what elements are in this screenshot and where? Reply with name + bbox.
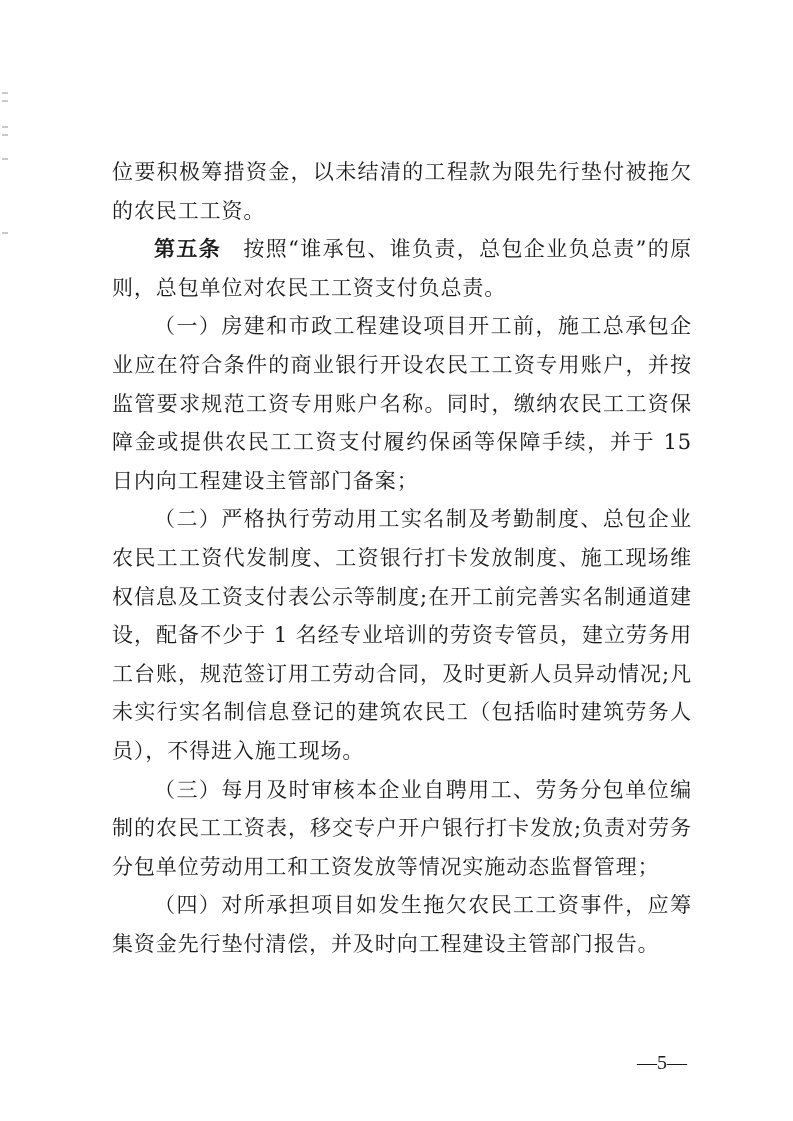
paragraph-item-4 xyxy=(112,886,692,963)
paragraph-text: （三）每月及时审核本企业自聘用工、劳务分包单位编制的农民工工资表，移交专户开户银行打卡发放;负责对劳务分包单位劳动用工和工资发放等情况实施动态监督管理； xyxy=(112,777,692,879)
paragraph-text: 位要积极筹措资金，以未结清的工程款为限先行垫付被拖欠的农民工工资。 xyxy=(112,160,692,223)
scan-artifact xyxy=(2,232,8,234)
page-number: —5— xyxy=(637,1052,687,1074)
scan-artifact xyxy=(2,158,8,160)
paragraph-text: （四）对所承担项目如发生拖欠农民工工资事件，应筹集资金先行垫付清偿，并及时向工程建设主管部门报告。 xyxy=(112,893,692,956)
paragraph-item-1 xyxy=(112,307,692,500)
scan-artifact xyxy=(2,100,8,102)
paragraph-item-2 xyxy=(112,500,692,770)
document-body xyxy=(112,153,692,963)
paragraph-text: （一）房建和市政工程建设项目开工前，施工总承包企业应在符合条件的商业银行开设农民工工资专用账户，并按监管要求规范工资专用账户名称。同时，缴纳农民工工资保障金或提供农民工工资支付履约保函等保障手续，并于 15 日内向工程建设主管部门备案； xyxy=(112,314,692,493)
article-heading: 第五条 xyxy=(154,236,222,262)
paragraph-text: 按照“谁承包、谁负责，总包企业负总责”的原则，总包单位对农民工工资支付负总责。 xyxy=(112,237,692,300)
paragraph-article-5 xyxy=(112,230,692,307)
paragraph-item-3 xyxy=(112,771,692,887)
scan-artifact xyxy=(2,92,8,94)
scan-artifact xyxy=(2,134,8,136)
scan-artifact xyxy=(2,126,8,128)
paragraph-text: （二）严格执行劳动用工实名制及考勤制度、总包企业农民工工资代发制度、工资银行打卡发放制度、施工现场维权信息及工资支付表公示等制度;在开工前完善实名制通道建设，配备不少于 1 名经专业培训的劳资专管员，建立劳务用工台账，规范签订用工劳动合同，及时更新人员异动情况;凡未实行实名制信息登记的建筑农民工（包括临时建筑劳务人员），不得进入施工现场。 xyxy=(112,507,692,763)
paragraph-continuation xyxy=(112,153,692,230)
